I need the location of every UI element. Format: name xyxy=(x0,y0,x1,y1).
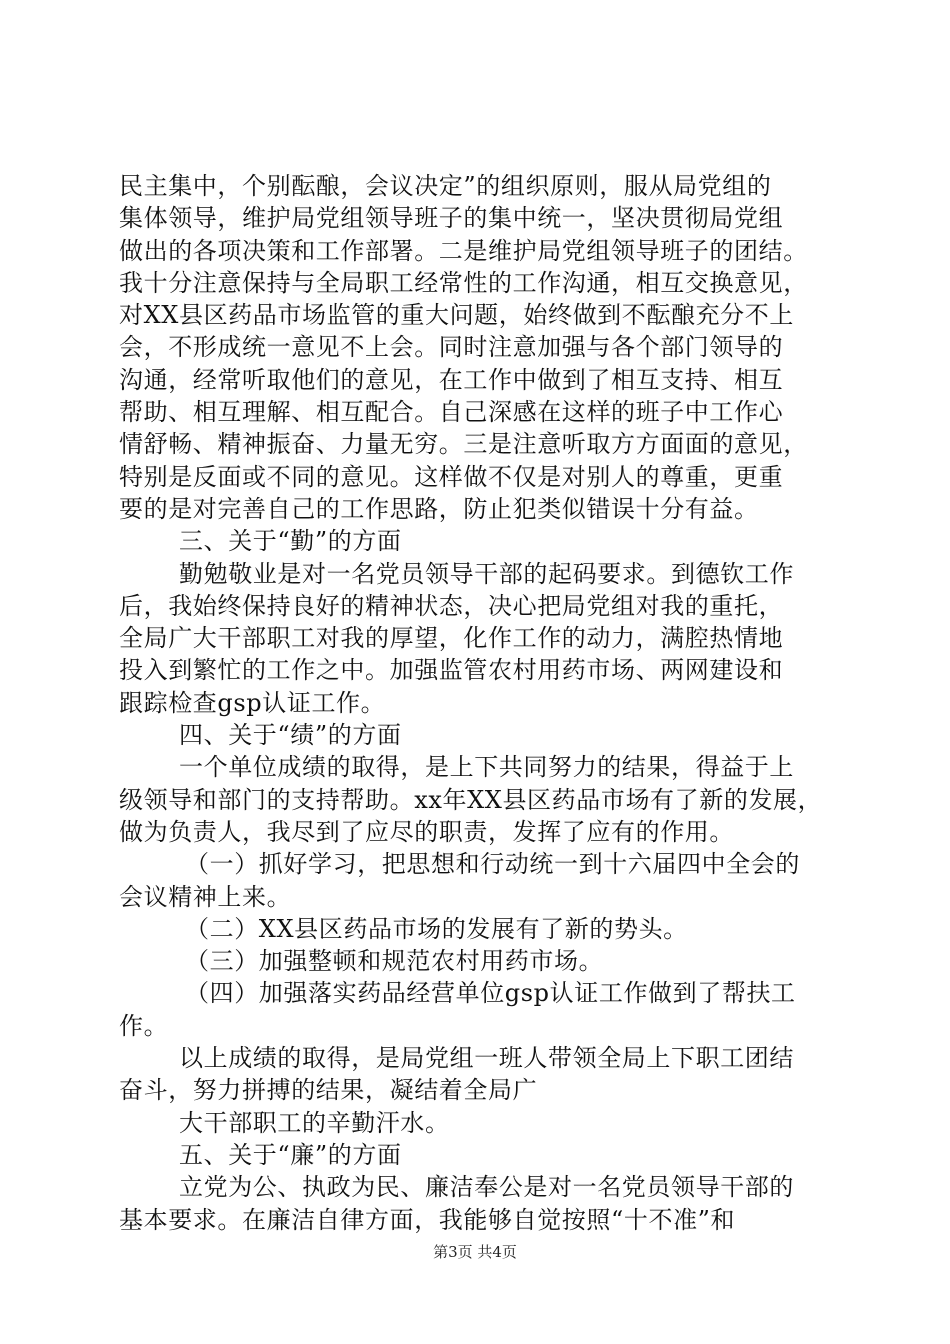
document-body xyxy=(119,170,839,1236)
text-line: 后，我始终保持良好的精神状态，决心把局党组对我的重托， xyxy=(119,591,784,620)
text-line: 奋斗，努力拼搏的结果，凝结着全局广 xyxy=(119,1076,538,1105)
list-item: （二）XX县区药品市场的发展有了新的势头。 xyxy=(185,914,688,943)
text-line: 跟踪检查gsp认证工作。 xyxy=(119,688,386,717)
text-line: 级领导和部门的支持帮助。xx年XX县区药品市场有了新的发展， xyxy=(119,785,823,814)
text-line: 情舒畅、精神振奋、力量无穷。三是注意听取方方面面的意见， xyxy=(119,430,808,459)
text-line: 做为负责人，我尽到了应尽的职责，发挥了应有的作用。 xyxy=(119,817,734,846)
paragraph-first-line: 一个单位成绩的取得，是上下共同努力的结果，得益于上 xyxy=(179,753,794,782)
section-heading: 四、关于“绩”的方面 xyxy=(179,721,402,750)
text-line: 会，不形成统一意见不上会。同时注意加强与各个部门领导的 xyxy=(119,333,784,362)
text-line: 民主集中，个别酝酿，会议决定”的组织原则，服从局党组的 xyxy=(119,172,772,200)
paragraph-first-line: 立党为公、执政为民、廉洁奉公是对一名党员领导干部的 xyxy=(179,1173,794,1202)
list-item: （四）加强落实药品经营单位gsp认证工作做到了帮扶工 xyxy=(185,979,796,1008)
list-item: （三）加强整顿和规范农村用药市场。 xyxy=(185,947,604,976)
text-line: 大干部职工的辛勤汗水。 xyxy=(179,1108,450,1137)
text-line: 基本要求。在廉洁自律方面，我能够自觉按照“十不准”和 xyxy=(119,1205,736,1234)
paragraph-first-line: 勤勉敬业是对一名党员领导干部的起码要求。到德钦工作 xyxy=(179,559,794,588)
text-line: 要的是对完善自己的工作思路，防止犯类似错误十分有益。 xyxy=(119,494,759,523)
section-heading: 三、关于“勤”的方面 xyxy=(179,527,402,556)
text-line: 沟通，经常听取他们的意见，在工作中做到了相互支持、相互 xyxy=(119,365,784,394)
text-line: 会议精神上来。 xyxy=(119,882,292,911)
section-heading: 五、关于“廉”的方面 xyxy=(179,1140,402,1169)
text-line: 全局广大干部职工对我的厚望，化作工作的动力，满腔热情地 xyxy=(119,624,784,653)
text-line: 集体领导，维护局党组领导班子的集中统一，坚决贯彻局党组 xyxy=(119,204,784,233)
text-line: 作。 xyxy=(119,1011,169,1040)
text-line: 对XX县区药品市场监管的重大问题，始终做到不酝酿充分不上 xyxy=(119,301,794,330)
text-line: 投入到繁忙的工作之中。加强监管农村用药市场、两网建设和 xyxy=(119,656,784,685)
text-line: 特别是反面或不同的意见。这样做不仅是对别人的尊重，更重 xyxy=(119,462,784,491)
page-footer: 第3页 共4页 xyxy=(433,1243,517,1261)
list-item: （一）抓好学习，把思想和行动统一到十六届四中全会的 xyxy=(185,850,800,879)
text-line: 帮助、相互理解、相互配合。自己深感在这样的班子中工作心 xyxy=(119,398,784,427)
text-line: 做出的各项决策和工作部署。二是维护局党组领导班子的团结。 xyxy=(119,236,808,265)
paragraph-first-line: 以上成绩的取得，是局党组一班人带领全局上下职工团结 xyxy=(179,1044,794,1073)
text-line: 我十分注意保持与全局职工经常性的工作沟通，相互交换意见， xyxy=(119,268,808,297)
